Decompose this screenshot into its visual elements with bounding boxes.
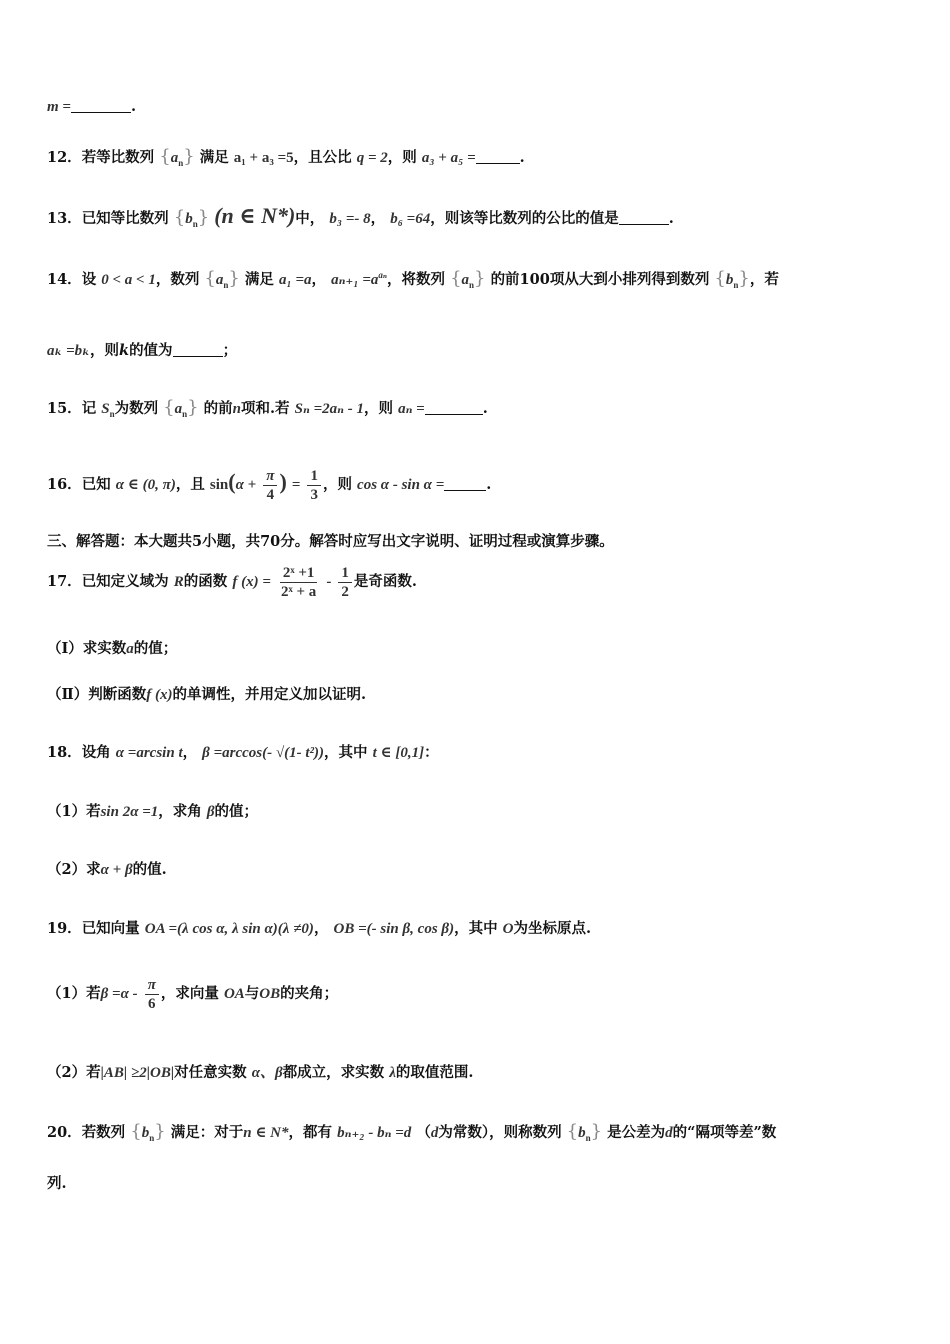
answer-blank [476,151,520,164]
question-14: 14．设 0 < a < 1，数列 $\{a_n\}$ 满足 a₁ =a， $a_{n+1} =a^{a_n}$，将数列 $\{a_n\}$ 的前100项从大到小排列得到数列 $\{b_n\}$，若 [47,268,779,290]
answer-blank [425,402,483,415]
question-13: 13．已知等比数列 $\{b_n\}$ (n ∈ N*)中， b₃ =- 8， b₆ =64，则该等比数列的公比的值是 . [47,203,674,229]
question-19-part2: （2）若|AB| ≥2|OB|对任意实数 α、β都成立，求实数 λ的取值范围. [47,1064,474,1081]
answer-blank [71,100,131,113]
answer-blank [619,212,669,225]
question-18-part2: （2）求α + β的值. [47,861,167,878]
question-18: 18．设角 α =arcsin t， β =arccos(- √(1- t²))，其中 t ∈ [0,1]： [47,744,439,761]
question-12: 12．若等比数列 $\{a_n\}$ 满足 a₁ + a₃ =5，且公比 q = 2，则 a₃ + a₅ = . [47,146,525,168]
question-16: 16．已知 α ∈ (0, π)，且 sin(α + $\frac{\pi}{4}$ ) = $\frac{1}{3}$ ，则 cos α - sin α = . [47,467,492,503]
question-20-cont: 列. [47,1175,67,1192]
section-title: 三、解答题：本大题共5小题，共70分。解答时应写出文字说明、证明过程或演算步骤。 [47,533,614,550]
question-15: 15．记 $S_n$为数列 $\{a_n\}$ 的前n项和.若 Sₙ =2aₙ - 1，则 aₙ = . [47,397,488,419]
q11-tail: m = . [47,98,137,115]
answer-blank [444,478,486,491]
question-17: 17．已知定义域为 R的函数 f (x) = $\frac{\text{2ˣ +1}}{\text{2ˣ + a}}$ - $\frac{1}{2}$ 是奇函数. [47,564,417,600]
question-17-part1: （Ⅰ）求实数a的值； [47,640,178,657]
question-18-part1: （1）若sin 2α =1，求角 β的值； [47,803,259,820]
question-19-part1: （1）若β =α - $\frac{\pi}{6}$ ，求向量 OA与OB的夹角； [47,976,339,1012]
answer-blank [173,344,223,357]
question-17-part2: （Ⅱ）判断函数f (x)的单调性，并用定义加以证明. [47,686,367,703]
question-19: 19．已知向量 OA =(λ cos α, λ sin α)(λ ≠0)， OB =(- sin β, cos β)，其中 O为坐标原点. [47,920,592,937]
question-20: 20．若数列 $\{b_n\}$ 满足：对于n ∈ N*，都有 bₙ₊₂ - bₙ =d （d为常数），则称数列 $\{b_n\}$ 是公差为d的“隔项等差”数 [47,1121,777,1143]
question-14-cont: aₖ =bₖ，则k的值为 ； [47,342,238,359]
